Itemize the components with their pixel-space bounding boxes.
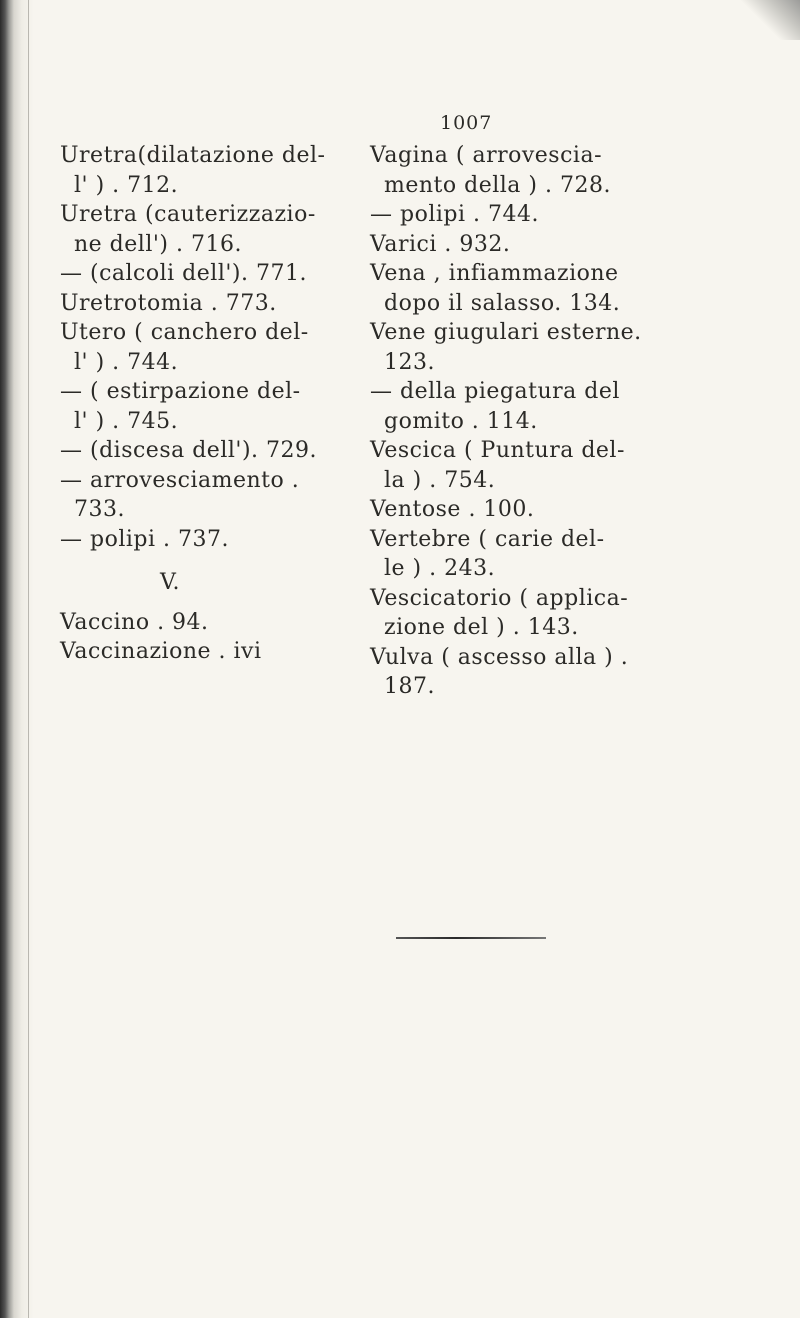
index-entry-continuation: zione del ) . 143.	[384, 615, 579, 640]
index-entry-line: Varici . 932.	[370, 231, 511, 257]
index-entry-line: Uretra (cauterizzazio-	[60, 202, 316, 227]
index-entry	[370, 377, 720, 436]
index-entry-continuation: l' ) . 745.	[74, 408, 179, 434]
index-entry-line: Vescica ( Puntura del-	[370, 438, 625, 463]
gutter-line	[28, 0, 29, 1318]
index-entry-continuation: ne dell') . 716.	[74, 231, 242, 257]
index-entry-line: Vene giugulari esterne.	[370, 320, 642, 345]
index-entry-continuation: mento della ) . 728.	[384, 172, 611, 198]
index-entry	[370, 495, 720, 525]
index-column-right	[370, 141, 720, 702]
index-entry-continuation: 123.	[384, 349, 435, 375]
index-entry	[370, 584, 720, 643]
index-entry-line: Vagina ( arrovescia-	[370, 143, 602, 168]
index-entry	[370, 643, 720, 702]
page-corner	[740, 0, 800, 40]
index-entry-line: — ( estirpazione del-	[60, 379, 301, 404]
index-entry	[370, 230, 720, 260]
index-entry-line: — arrovesciamento .	[60, 467, 300, 493]
index-entry-continuation: l' ) . 712.	[74, 172, 179, 198]
index-entry-continuation: l' ) . 744.	[74, 349, 179, 375]
index-entry	[370, 200, 720, 230]
index-entry	[60, 141, 335, 200]
index-entry-line: — (discesa dell'). 729.	[60, 438, 318, 463]
index-entry-line: Uretra(dilatazione del-	[60, 143, 326, 168]
index-entry	[60, 608, 335, 638]
index-entry-line: Vulva ( ascesso alla ) .	[370, 644, 629, 670]
index-entry-continuation: le ) . 243.	[384, 556, 496, 581]
index-column-left	[60, 141, 335, 667]
index-entry-line: Uretrotomia . 773.	[60, 290, 277, 316]
index-entry	[60, 289, 335, 319]
index-entry-continuation: gomito . 114.	[384, 408, 538, 434]
index-entry	[370, 525, 720, 584]
index-entry-line: Vaccino . 94.	[60, 609, 209, 635]
index-entry-line: Vena , infiammazione	[370, 261, 619, 286]
decorative-rule	[396, 937, 546, 939]
index-entry-line: — polipi . 737.	[60, 526, 229, 552]
index-entry-continuation: 187.	[384, 674, 435, 699]
index-entry-continuation: dopo il salasso. 134.	[384, 290, 621, 316]
section-letter: V.	[159, 570, 181, 595]
index-entry-line: — polipi . 744.	[370, 202, 539, 227]
index-entry-line: Ventose . 100.	[370, 497, 535, 522]
index-entry	[60, 436, 335, 466]
index-entry-continuation: 733.	[74, 497, 125, 522]
index-entry	[370, 318, 720, 377]
index-entry-line: — della piegatura del	[370, 379, 620, 404]
index-entry	[60, 466, 335, 525]
index-entry	[60, 259, 335, 289]
index-entry	[60, 200, 335, 259]
index-entry	[60, 525, 335, 555]
index-entry-line: — (calcoli dell'). 771.	[60, 261, 307, 286]
index-entry	[60, 377, 335, 436]
index-entry-line: Vaccinazione . ivi	[60, 639, 262, 664]
index-entry	[370, 141, 720, 200]
index-entry	[60, 637, 335, 667]
index-entry-line: Vescicatorio ( applica-	[370, 585, 629, 611]
index-entry-continuation: la ) . 754.	[384, 467, 496, 493]
index-entry	[370, 436, 720, 495]
index-entry	[370, 259, 720, 318]
index-entry-line: Utero ( canchero del-	[60, 320, 309, 345]
page-number: 1007	[440, 112, 493, 134]
index-entry	[60, 318, 335, 377]
index-entry-line: Vertebre ( carie del-	[370, 526, 605, 552]
